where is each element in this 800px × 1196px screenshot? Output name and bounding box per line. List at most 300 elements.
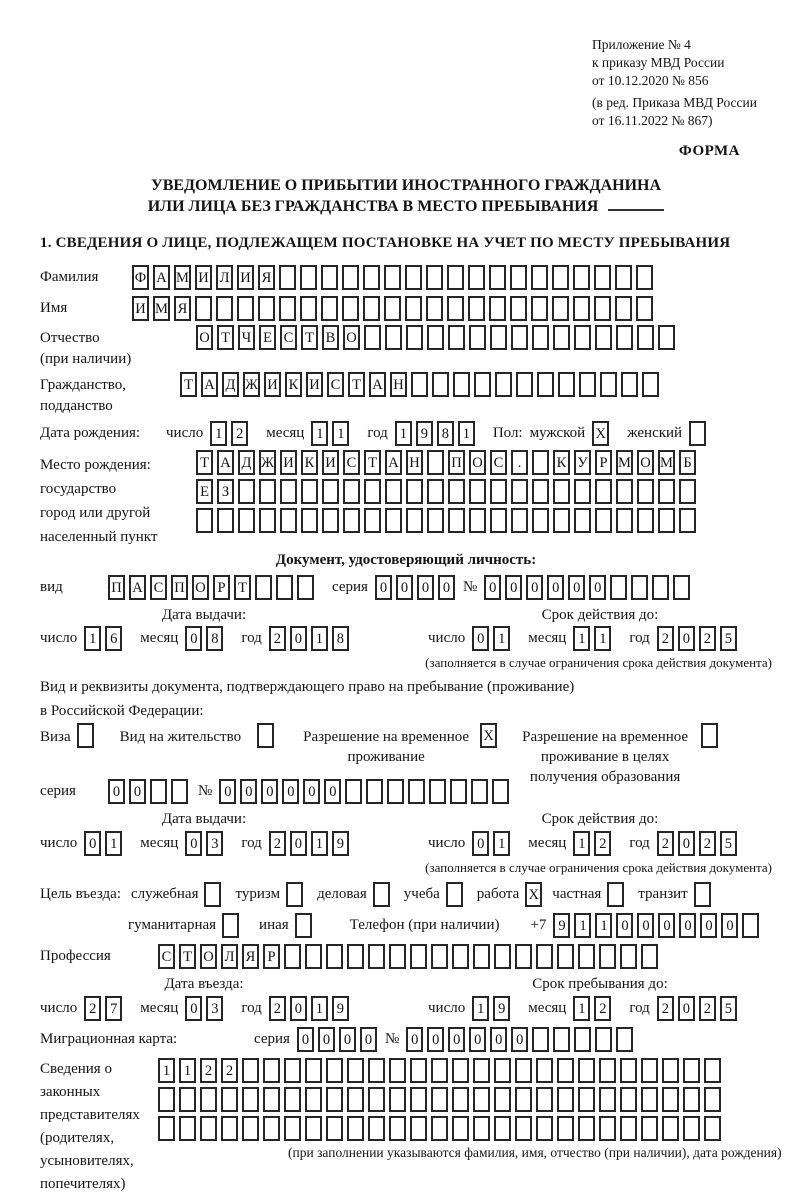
- char-cell[interactable]: [447, 265, 464, 290]
- char-cell[interactable]: [594, 296, 611, 321]
- char-cell[interactable]: [257, 723, 274, 748]
- char-cell[interactable]: [259, 508, 276, 533]
- char-cell[interactable]: [532, 450, 549, 475]
- char-cell[interactable]: [621, 372, 638, 397]
- char-cell[interactable]: [406, 325, 423, 350]
- char-cell[interactable]: 0: [290, 831, 307, 856]
- char-cell[interactable]: 1: [472, 996, 489, 1021]
- char-cell[interactable]: С: [280, 325, 297, 350]
- char-cell[interactable]: 0: [678, 831, 695, 856]
- char-cell[interactable]: [552, 296, 569, 321]
- char-cell[interactable]: [222, 913, 239, 938]
- char-cell[interactable]: Н: [406, 450, 423, 475]
- char-cell[interactable]: [410, 1058, 427, 1083]
- char-cell[interactable]: [515, 944, 532, 969]
- char-cell[interactable]: 0: [297, 1027, 314, 1052]
- char-cell[interactable]: 0: [406, 1027, 423, 1052]
- char-cell[interactable]: [427, 450, 444, 475]
- char-cell[interactable]: [683, 1116, 700, 1141]
- char-cell[interactable]: 2: [231, 421, 248, 446]
- char-cell[interactable]: [200, 1087, 217, 1112]
- char-cell[interactable]: [673, 575, 690, 600]
- char-cell[interactable]: 8: [437, 421, 454, 446]
- char-cell[interactable]: 0: [490, 1027, 507, 1052]
- char-cell[interactable]: [658, 325, 675, 350]
- char-cell[interactable]: [387, 779, 404, 804]
- char-cell[interactable]: 1: [574, 913, 591, 938]
- char-cell[interactable]: 1: [210, 421, 227, 446]
- char-cell[interactable]: 9: [332, 996, 349, 1021]
- char-cell[interactable]: [384, 296, 401, 321]
- char-cell[interactable]: [221, 1087, 238, 1112]
- char-cell[interactable]: [578, 1087, 595, 1112]
- char-cell[interactable]: 2: [699, 626, 716, 651]
- char-cell[interactable]: [641, 1116, 658, 1141]
- char-cell[interactable]: 0: [700, 913, 717, 938]
- char-cell[interactable]: [701, 723, 718, 748]
- char-cell[interactable]: [364, 325, 381, 350]
- char-cell[interactable]: [389, 1116, 406, 1141]
- char-cell[interactable]: [553, 479, 570, 504]
- char-cell[interactable]: 1: [573, 831, 590, 856]
- char-cell[interactable]: 0: [547, 575, 564, 600]
- char-cell[interactable]: К: [553, 450, 570, 475]
- char-cell[interactable]: [158, 1116, 175, 1141]
- char-cell[interactable]: [410, 1087, 427, 1112]
- char-cell[interactable]: [280, 479, 297, 504]
- char-cell[interactable]: [411, 372, 428, 397]
- char-cell[interactable]: [473, 1087, 490, 1112]
- char-cell[interactable]: [368, 1116, 385, 1141]
- char-cell[interactable]: [489, 265, 506, 290]
- char-cell[interactable]: [427, 325, 444, 350]
- char-cell[interactable]: Р: [263, 944, 280, 969]
- char-cell[interactable]: [405, 265, 422, 290]
- char-cell[interactable]: Т: [348, 372, 365, 397]
- char-cell[interactable]: 1: [458, 421, 475, 446]
- char-cell[interactable]: [221, 1116, 238, 1141]
- char-cell[interactable]: [389, 1058, 406, 1083]
- char-cell[interactable]: 0: [438, 575, 455, 600]
- char-cell[interactable]: [297, 575, 314, 600]
- char-cell[interactable]: [494, 1087, 511, 1112]
- char-cell[interactable]: [620, 1116, 637, 1141]
- char-cell[interactable]: 1: [311, 421, 328, 446]
- char-cell[interactable]: [595, 508, 612, 533]
- char-cell[interactable]: 2: [657, 831, 674, 856]
- char-cell[interactable]: [616, 325, 633, 350]
- char-cell[interactable]: [510, 265, 527, 290]
- char-cell[interactable]: [599, 1116, 616, 1141]
- char-cell[interactable]: Д: [222, 372, 239, 397]
- char-cell[interactable]: Ж: [259, 450, 276, 475]
- char-cell[interactable]: 7: [105, 996, 122, 1021]
- char-cell[interactable]: [469, 325, 486, 350]
- char-cell[interactable]: 0: [261, 779, 278, 804]
- char-cell[interactable]: [321, 265, 338, 290]
- char-cell[interactable]: [284, 944, 301, 969]
- char-cell[interactable]: [490, 508, 507, 533]
- char-cell[interactable]: [641, 944, 658, 969]
- char-cell[interactable]: [276, 575, 293, 600]
- char-cell[interactable]: [326, 944, 343, 969]
- char-cell[interactable]: 2: [84, 996, 101, 1021]
- char-cell[interactable]: [642, 372, 659, 397]
- char-cell[interactable]: 1: [158, 1058, 175, 1083]
- char-cell[interactable]: [305, 1116, 322, 1141]
- char-cell[interactable]: [446, 882, 463, 907]
- char-cell[interactable]: 0: [108, 779, 125, 804]
- char-cell[interactable]: 1: [179, 1058, 196, 1083]
- char-cell[interactable]: [574, 508, 591, 533]
- char-cell[interactable]: 2: [657, 996, 674, 1021]
- char-cell[interactable]: Н: [390, 372, 407, 397]
- char-cell[interactable]: [408, 779, 425, 804]
- char-cell[interactable]: [515, 1116, 532, 1141]
- char-cell[interactable]: 1: [573, 626, 590, 651]
- char-cell[interactable]: 0: [511, 1027, 528, 1052]
- char-cell[interactable]: А: [369, 372, 386, 397]
- char-cell[interactable]: X: [480, 723, 497, 748]
- char-cell[interactable]: [532, 1027, 549, 1052]
- char-cell[interactable]: И: [322, 450, 339, 475]
- char-cell[interactable]: [263, 1058, 280, 1083]
- char-cell[interactable]: [494, 1058, 511, 1083]
- char-cell[interactable]: [431, 1058, 448, 1083]
- char-cell[interactable]: [658, 479, 675, 504]
- char-cell[interactable]: З: [217, 479, 234, 504]
- char-cell[interactable]: И: [264, 372, 281, 397]
- char-cell[interactable]: 0: [678, 626, 695, 651]
- char-cell[interactable]: 2: [269, 626, 286, 651]
- char-cell[interactable]: Т: [364, 450, 381, 475]
- char-cell[interactable]: 5: [720, 831, 737, 856]
- char-cell[interactable]: [536, 1058, 553, 1083]
- char-cell[interactable]: [326, 1058, 343, 1083]
- char-cell[interactable]: [511, 479, 528, 504]
- char-cell[interactable]: [410, 944, 427, 969]
- char-cell[interactable]: 0: [589, 575, 606, 600]
- char-cell[interactable]: [385, 325, 402, 350]
- char-cell[interactable]: 0: [185, 996, 202, 1021]
- char-cell[interactable]: Т: [196, 450, 213, 475]
- char-cell[interactable]: [494, 944, 511, 969]
- char-cell[interactable]: 3: [206, 831, 223, 856]
- char-cell[interactable]: М: [658, 450, 675, 475]
- char-cell[interactable]: 0: [526, 575, 543, 600]
- char-cell[interactable]: 0: [303, 779, 320, 804]
- char-cell[interactable]: [385, 479, 402, 504]
- char-cell[interactable]: [427, 479, 444, 504]
- char-cell[interactable]: С: [490, 450, 507, 475]
- char-cell[interactable]: [636, 296, 653, 321]
- char-cell[interactable]: 1: [84, 626, 101, 651]
- char-cell[interactable]: Л: [216, 265, 233, 290]
- char-cell[interactable]: 0: [240, 779, 257, 804]
- char-cell[interactable]: [578, 1116, 595, 1141]
- char-cell[interactable]: [343, 508, 360, 533]
- char-cell[interactable]: [610, 575, 627, 600]
- char-cell[interactable]: 0: [417, 575, 434, 600]
- char-cell[interactable]: [490, 479, 507, 504]
- char-cell[interactable]: [410, 1116, 427, 1141]
- char-cell[interactable]: [280, 508, 297, 533]
- char-cell[interactable]: [531, 296, 548, 321]
- char-cell[interactable]: [426, 265, 443, 290]
- char-cell[interactable]: [553, 508, 570, 533]
- char-cell[interactable]: [615, 296, 632, 321]
- char-cell[interactable]: О: [637, 450, 654, 475]
- char-cell[interactable]: [553, 1027, 570, 1052]
- char-cell[interactable]: [300, 265, 317, 290]
- char-cell[interactable]: [637, 325, 654, 350]
- char-cell[interactable]: [616, 508, 633, 533]
- char-cell[interactable]: [242, 1058, 259, 1083]
- char-cell[interactable]: Е: [196, 479, 213, 504]
- char-cell[interactable]: 9: [332, 831, 349, 856]
- char-cell[interactable]: 0: [637, 913, 654, 938]
- char-cell[interactable]: [321, 296, 338, 321]
- char-cell[interactable]: [599, 1058, 616, 1083]
- char-cell[interactable]: [364, 479, 381, 504]
- char-cell[interactable]: [595, 479, 612, 504]
- char-cell[interactable]: [284, 1116, 301, 1141]
- char-cell[interactable]: [599, 1087, 616, 1112]
- char-cell[interactable]: [511, 325, 528, 350]
- char-cell[interactable]: [286, 882, 303, 907]
- char-cell[interactable]: [432, 372, 449, 397]
- char-cell[interactable]: С: [327, 372, 344, 397]
- char-cell[interactable]: [385, 508, 402, 533]
- char-cell[interactable]: [468, 265, 485, 290]
- char-cell[interactable]: 1: [395, 421, 412, 446]
- char-cell[interactable]: Я: [258, 265, 275, 290]
- char-cell[interactable]: О: [192, 575, 209, 600]
- char-cell[interactable]: [552, 265, 569, 290]
- char-cell[interactable]: [347, 1087, 364, 1112]
- char-cell[interactable]: [607, 882, 624, 907]
- char-cell[interactable]: [429, 779, 446, 804]
- char-cell[interactable]: .: [511, 450, 528, 475]
- char-cell[interactable]: [536, 944, 553, 969]
- char-cell[interactable]: [515, 1087, 532, 1112]
- char-cell[interactable]: [453, 372, 470, 397]
- char-cell[interactable]: [510, 296, 527, 321]
- char-cell[interactable]: [284, 1058, 301, 1083]
- char-cell[interactable]: А: [153, 265, 170, 290]
- char-cell[interactable]: 0: [219, 779, 236, 804]
- char-cell[interactable]: [406, 508, 423, 533]
- char-cell[interactable]: [468, 296, 485, 321]
- char-cell[interactable]: [196, 508, 213, 533]
- char-cell[interactable]: С: [158, 944, 175, 969]
- char-cell[interactable]: [704, 1116, 721, 1141]
- char-cell[interactable]: [431, 944, 448, 969]
- char-cell[interactable]: 1: [311, 996, 328, 1021]
- char-cell[interactable]: [679, 508, 696, 533]
- char-cell[interactable]: [679, 479, 696, 504]
- char-cell[interactable]: 0: [185, 626, 202, 651]
- char-cell[interactable]: [406, 479, 423, 504]
- char-cell[interactable]: [511, 508, 528, 533]
- char-cell[interactable]: Т: [234, 575, 251, 600]
- char-cell[interactable]: И: [132, 296, 149, 321]
- char-cell[interactable]: [658, 508, 675, 533]
- char-cell[interactable]: 0: [290, 996, 307, 1021]
- char-cell[interactable]: [474, 372, 491, 397]
- char-cell[interactable]: 8: [332, 626, 349, 651]
- char-cell[interactable]: [469, 479, 486, 504]
- char-cell[interactable]: Е: [259, 325, 276, 350]
- char-cell[interactable]: [448, 508, 465, 533]
- char-cell[interactable]: [615, 265, 632, 290]
- char-cell[interactable]: 0: [679, 913, 696, 938]
- char-cell[interactable]: [384, 265, 401, 290]
- char-cell[interactable]: [537, 372, 554, 397]
- char-cell[interactable]: X: [592, 421, 609, 446]
- char-cell[interactable]: [557, 1116, 574, 1141]
- char-cell[interactable]: [255, 575, 272, 600]
- char-cell[interactable]: [574, 1027, 591, 1052]
- char-cell[interactable]: Р: [595, 450, 612, 475]
- char-cell[interactable]: [347, 1058, 364, 1083]
- char-cell[interactable]: [345, 779, 362, 804]
- char-cell[interactable]: [347, 944, 364, 969]
- char-cell[interactable]: [258, 296, 275, 321]
- char-cell[interactable]: [237, 296, 254, 321]
- char-cell[interactable]: [368, 1058, 385, 1083]
- char-cell[interactable]: [631, 575, 648, 600]
- char-cell[interactable]: 2: [269, 996, 286, 1021]
- char-cell[interactable]: [637, 479, 654, 504]
- char-cell[interactable]: [662, 1116, 679, 1141]
- char-cell[interactable]: А: [385, 450, 402, 475]
- char-cell[interactable]: 1: [311, 626, 328, 651]
- char-cell[interactable]: 0: [472, 626, 489, 651]
- char-cell[interactable]: 6: [105, 626, 122, 651]
- char-cell[interactable]: [532, 508, 549, 533]
- char-cell[interactable]: [620, 944, 637, 969]
- char-cell[interactable]: [216, 296, 233, 321]
- char-cell[interactable]: 1: [573, 996, 590, 1021]
- char-cell[interactable]: В: [322, 325, 339, 350]
- char-cell[interactable]: 1: [493, 831, 510, 856]
- char-cell[interactable]: [342, 296, 359, 321]
- char-cell[interactable]: [447, 296, 464, 321]
- char-cell[interactable]: [259, 479, 276, 504]
- char-cell[interactable]: 2: [269, 831, 286, 856]
- char-cell[interactable]: [322, 479, 339, 504]
- char-cell[interactable]: 0: [396, 575, 413, 600]
- char-cell[interactable]: 3: [206, 996, 223, 1021]
- char-cell[interactable]: [489, 296, 506, 321]
- char-cell[interactable]: [322, 508, 339, 533]
- char-cell[interactable]: 9: [553, 913, 570, 938]
- char-cell[interactable]: [305, 1087, 322, 1112]
- char-cell[interactable]: О: [200, 944, 217, 969]
- char-cell[interactable]: [471, 779, 488, 804]
- char-cell[interactable]: 2: [699, 996, 716, 1021]
- char-cell[interactable]: [389, 944, 406, 969]
- char-cell[interactable]: [515, 1058, 532, 1083]
- char-cell[interactable]: 0: [472, 831, 489, 856]
- char-cell[interactable]: [641, 1058, 658, 1083]
- char-cell[interactable]: [536, 1087, 553, 1112]
- char-cell[interactable]: 2: [594, 831, 611, 856]
- char-cell[interactable]: 0: [568, 575, 585, 600]
- char-cell[interactable]: 0: [324, 779, 341, 804]
- char-cell[interactable]: [694, 882, 711, 907]
- char-cell[interactable]: [704, 1087, 721, 1112]
- char-cell[interactable]: Р: [213, 575, 230, 600]
- char-cell[interactable]: [305, 1058, 322, 1083]
- char-cell[interactable]: [704, 1058, 721, 1083]
- char-cell[interactable]: [326, 1116, 343, 1141]
- char-cell[interactable]: И: [237, 265, 254, 290]
- char-cell[interactable]: К: [285, 372, 302, 397]
- char-cell[interactable]: О: [196, 325, 213, 350]
- char-cell[interactable]: 9: [416, 421, 433, 446]
- char-cell[interactable]: [595, 1027, 612, 1052]
- char-cell[interactable]: 9: [493, 996, 510, 1021]
- char-cell[interactable]: [557, 944, 574, 969]
- char-cell[interactable]: О: [469, 450, 486, 475]
- char-cell[interactable]: [574, 325, 591, 350]
- char-cell[interactable]: [450, 779, 467, 804]
- char-cell[interactable]: [405, 296, 422, 321]
- char-cell[interactable]: А: [129, 575, 146, 600]
- char-cell[interactable]: [179, 1116, 196, 1141]
- char-cell[interactable]: [373, 882, 390, 907]
- char-cell[interactable]: [594, 265, 611, 290]
- char-cell[interactable]: [242, 1116, 259, 1141]
- char-cell[interactable]: 0: [318, 1027, 335, 1052]
- char-cell[interactable]: [238, 479, 255, 504]
- char-cell[interactable]: [573, 296, 590, 321]
- char-cell[interactable]: [452, 944, 469, 969]
- char-cell[interactable]: [279, 265, 296, 290]
- char-cell[interactable]: [636, 265, 653, 290]
- char-cell[interactable]: [448, 479, 465, 504]
- char-cell[interactable]: 0: [469, 1027, 486, 1052]
- char-cell[interactable]: [347, 1116, 364, 1141]
- char-cell[interactable]: [301, 479, 318, 504]
- char-cell[interactable]: 0: [721, 913, 738, 938]
- char-cell[interactable]: [532, 325, 549, 350]
- char-cell[interactable]: [305, 944, 322, 969]
- char-cell[interactable]: [366, 779, 383, 804]
- char-cell[interactable]: [326, 1087, 343, 1112]
- char-cell[interactable]: 1: [311, 831, 328, 856]
- char-cell[interactable]: [473, 944, 490, 969]
- char-cell[interactable]: П: [171, 575, 188, 600]
- char-cell[interactable]: [492, 779, 509, 804]
- char-cell[interactable]: 1: [493, 626, 510, 651]
- char-cell[interactable]: [300, 296, 317, 321]
- char-cell[interactable]: [368, 944, 385, 969]
- char-cell[interactable]: [553, 325, 570, 350]
- char-cell[interactable]: [532, 479, 549, 504]
- char-cell[interactable]: Д: [238, 450, 255, 475]
- char-cell[interactable]: 0: [448, 1027, 465, 1052]
- char-cell[interactable]: И: [306, 372, 323, 397]
- char-cell[interactable]: И: [280, 450, 297, 475]
- char-cell[interactable]: [473, 1058, 490, 1083]
- char-cell[interactable]: 0: [290, 626, 307, 651]
- char-cell[interactable]: [490, 325, 507, 350]
- char-cell[interactable]: X: [525, 882, 542, 907]
- char-cell[interactable]: Ж: [243, 372, 260, 397]
